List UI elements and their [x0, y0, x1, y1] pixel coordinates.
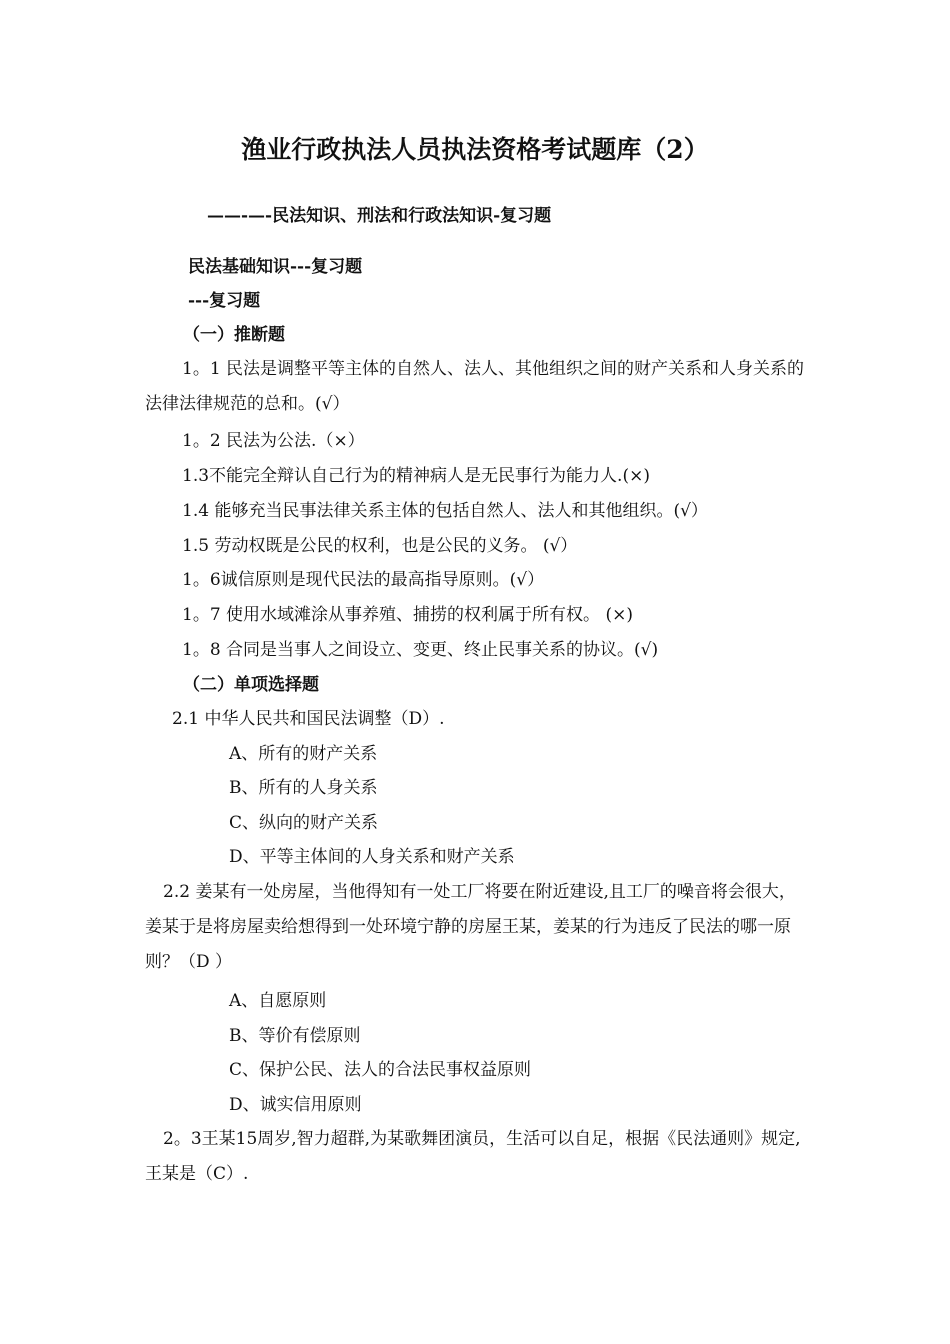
judgment-item-6: 1。6诚信原则是现代民法的最高指导原则。(√）	[182, 570, 545, 590]
q2-option-b: B、等价有偿原则	[229, 1026, 361, 1046]
q1-option-b: B、所有的人身关系	[229, 778, 378, 798]
section-choice-heading: （二）单项选择题	[183, 675, 319, 695]
judgment-item-4: 1.4 能够充当民事法律关系主体的包括自然人、法人和其他组织。(√）	[182, 501, 708, 521]
q1-option-a: A、所有的财产关系	[229, 744, 378, 764]
judgment-item-7: 1。7 使用水域滩涂从事养殖、捕捞的权利属于所有权。 (×)	[182, 605, 633, 625]
judgment-item-8: 1。8 合同是当事人之间设立、变更、终止民事关系的协议。(√)	[182, 640, 659, 660]
q1-option-d: D、平等主体间的人身关系和财产关系	[229, 847, 515, 867]
q2-option-a: A、自愿原则	[229, 991, 327, 1011]
question-2-1: 2.1 中华人民共和国民法调整（D）.	[172, 709, 445, 729]
judgment-item-3: 1.3不能完全辩认自己行为的精神病人是无民事行为能力人.(×)	[182, 466, 650, 486]
judgment-item-1: 1。1 民法是调整平等主体的自然人、法人、其他组织之间的财产关系和人身关系的法律法律规范的总和。(√）	[145, 359, 805, 414]
document-title: 渔业行政执法人员执法资格考试题库（2）	[241, 135, 709, 164]
heading-review: ---复习题	[188, 291, 261, 311]
judgment-item-2: 1。2 民法为公法.（×）	[182, 431, 365, 451]
document-subtitle: ——-—-民法知识、刑法和行政法知识-复习题	[207, 206, 552, 226]
question-2-2: 2.2 姜某有一处房屋，当他得知有一处工厂将要在附近建设,且工厂的噪音将会很大，姜某于是将房屋卖给想得到一处环境宁静的房屋王某，姜某的行为违反了民法的哪一原则？（D ）	[145, 882, 796, 972]
heading-civil-law: 民法基础知识---复习题	[188, 257, 363, 277]
section-judgment-heading: （一）推断题	[183, 325, 285, 345]
q1-option-c: C、纵向的财产关系	[229, 813, 379, 833]
q2-option-d: D、诚实信用原则	[229, 1095, 362, 1115]
q2-option-c: C、保护公民、法人的合法民事权益原则	[229, 1060, 532, 1080]
question-2-3: 2。3王某15周岁,智力超群,为某歌舞团演员，生活可以自足，根据《民法通则》规定,王某是（C）.	[145, 1129, 801, 1184]
judgment-item-5: 1.5 劳动权既是公民的权利，也是公民的义务。 (√）	[182, 536, 578, 556]
